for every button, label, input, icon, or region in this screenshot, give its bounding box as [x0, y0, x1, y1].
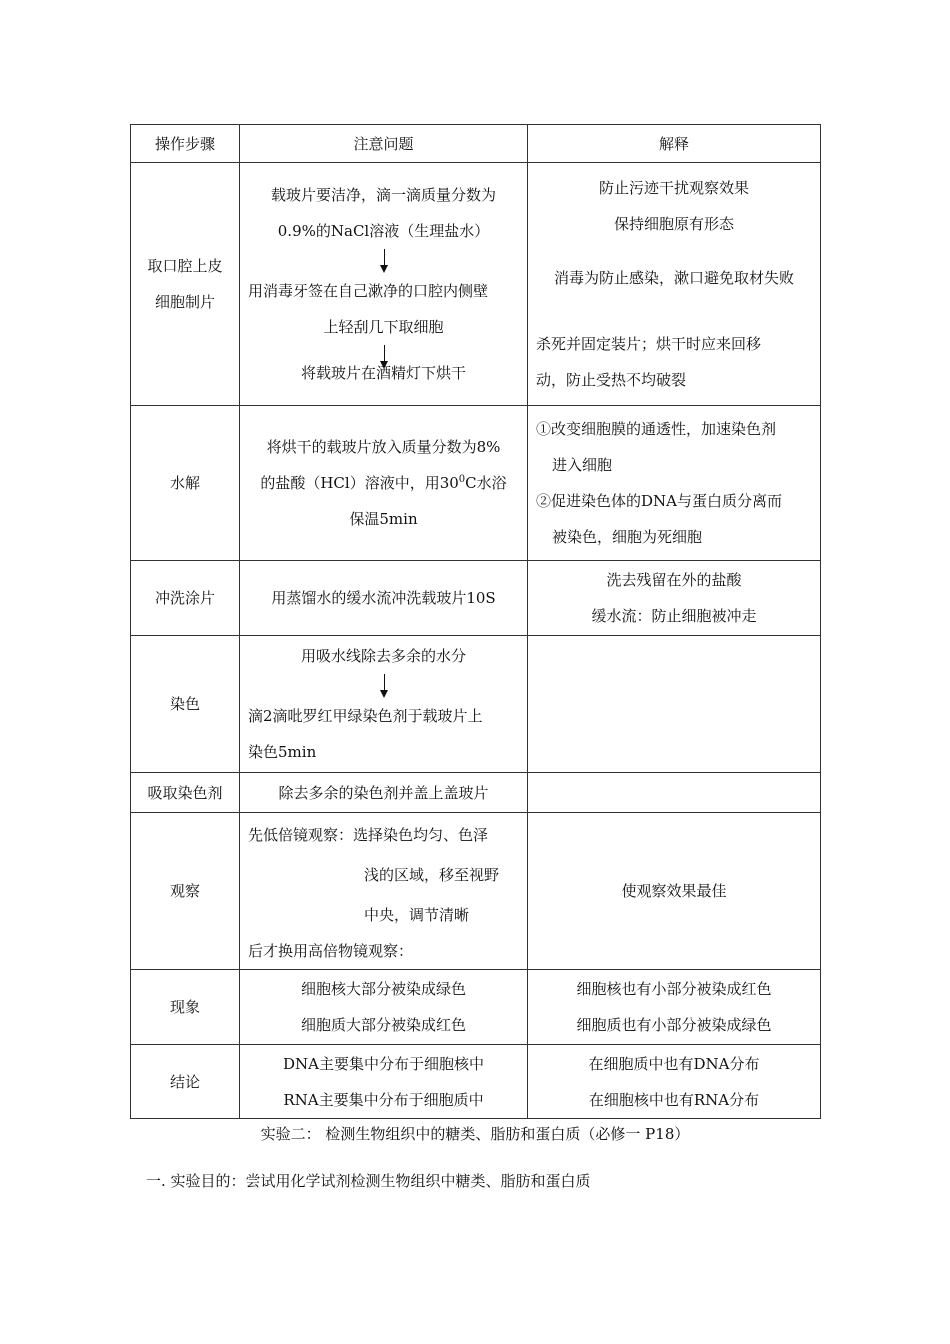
table-row — [131, 813, 821, 970]
notes-cell — [240, 1045, 528, 1119]
explain-text: 保持细胞原有形态 — [613, 215, 734, 233]
note-text: 将载玻片在酒精灯下烘干 — [300, 364, 466, 382]
explain-cell — [528, 970, 821, 1045]
down-arrow-icon — [240, 249, 527, 273]
experiment-table — [130, 124, 821, 1119]
step-text: 细胞制片 — [154, 293, 215, 311]
note-text: 用消毒牙签在自己漱净的口腔内侧壁 — [248, 282, 489, 300]
explain-cell — [528, 406, 821, 561]
note-text: 用吸水线除去多余的水分 — [300, 647, 466, 665]
note-text: 染色5min — [248, 743, 317, 761]
step-cell: 冲洗涂片 — [131, 561, 240, 636]
table-row — [131, 1045, 821, 1119]
section-heading: 一. 实验目的：尝试用化学试剂检测生物组织中糖类、脂肪和蛋白质 — [146, 1172, 591, 1190]
step-cell: 染色 — [131, 636, 240, 773]
explain-cell — [528, 163, 821, 406]
table-row — [131, 636, 821, 773]
note-fragment: C水浴 — [465, 474, 507, 492]
explain-text: 缓水流：防止细胞被冲走 — [591, 607, 757, 625]
explain-text: 在细胞质中也有DNA分布 — [588, 1054, 760, 1073]
step-cell: 水解 — [131, 406, 240, 561]
step-cell: 现象 — [131, 970, 240, 1045]
notes-cell — [240, 636, 528, 773]
notes-cell — [240, 163, 528, 406]
table-row — [131, 561, 821, 636]
note-text: 上轻刮几下取细胞 — [323, 318, 444, 336]
step-cell — [131, 163, 240, 406]
explain-text: ②促进染色体的DNA与蛋白质分离而 — [536, 492, 782, 510]
notes-cell — [240, 970, 528, 1045]
note-text: DNA主要集中分布于细胞核中 — [283, 1054, 484, 1073]
note-text: RNA主要集中分布于细胞质中 — [283, 1090, 484, 1109]
explain-text: 杀死并固定装片；烘干时应来回移 — [536, 335, 762, 353]
table-header-row — [131, 125, 821, 163]
explain-text: 防止污迹干扰观察效果 — [598, 179, 749, 197]
notes-cell: 用蒸馏水的缓水流冲洗载玻片10S — [240, 561, 528, 636]
explain-text: 细胞核也有小部分被染成红色 — [576, 980, 772, 998]
explain-text: 细胞质也有小部分被染成绿色 — [576, 1016, 772, 1034]
explain-cell — [528, 773, 821, 813]
note-text: 将烘干的载玻片放入质量分数为8% — [266, 438, 501, 456]
down-arrow-icon — [240, 674, 527, 698]
note-text: 滴2滴吡罗红甲绿染色剂于载玻片上 — [248, 707, 483, 725]
note-text: 0.9%的NaCl溶液（生理盐水） — [277, 222, 490, 240]
note-text: 载玻片要洁净，滴一滴质量分数为 — [270, 186, 496, 204]
explain-text: 消毒为防止感染，漱口避免取材失败 — [553, 269, 794, 287]
header-step: 操作步骤 — [131, 125, 240, 163]
step-cell: 结论 — [131, 1045, 240, 1119]
table-row — [131, 406, 821, 561]
down-arrow-icon — [240, 345, 527, 355]
experiment-two-title: 实验二： 检测生物组织中的糖类、脂肪和蛋白质（必修一 P18） — [260, 1125, 690, 1143]
notes-cell — [240, 406, 528, 561]
note-text: 后才换用高倍物镜观察： — [248, 942, 414, 960]
explain-cell: 使观察效果最佳 — [528, 813, 821, 970]
explain-cell — [528, 1045, 821, 1119]
explain-text: 洗去残留在外的盐酸 — [606, 571, 742, 589]
note-text: 浅的区域，移至视野 — [364, 866, 500, 884]
note-text: 先低倍镜观察：选择染色均匀、色泽 — [248, 826, 489, 844]
explain-text: 在细胞核中也有RNA分布 — [588, 1090, 760, 1109]
explain-text: ①改变细胞膜的通透性，加速染色剂 — [536, 420, 777, 438]
note-fragment: 的盐酸（HCl）溶液中，用30 — [260, 474, 459, 492]
step-text: 取口腔上皮 — [147, 257, 223, 275]
table-row — [131, 970, 821, 1045]
note-text: 中央，调节清晰 — [364, 906, 470, 924]
explain-cell — [528, 561, 821, 636]
notes-cell — [240, 813, 528, 970]
note-text: 细胞质大部分被染成红色 — [300, 1016, 466, 1034]
explain-text: 进入细胞 — [552, 456, 613, 474]
explain-cell — [528, 636, 821, 773]
superscript: 0 — [458, 474, 466, 485]
table-row — [131, 773, 821, 813]
header-notes: 注意问题 — [240, 125, 528, 163]
note-text — [240, 465, 527, 501]
table-row — [131, 163, 821, 406]
notes-cell: 除去多余的染色剂并盖上盖玻片 — [240, 773, 528, 813]
step-cell: 观察 — [131, 813, 240, 970]
note-text: 保温5min — [349, 510, 418, 528]
explain-text: 动，防止受热不均破裂 — [536, 371, 687, 389]
explain-text: 被染色，细胞为死细胞 — [552, 528, 703, 546]
note-text: 细胞核大部分被染成绿色 — [300, 980, 466, 998]
header-explain: 解释 — [528, 125, 821, 163]
step-cell: 吸取染色剂 — [131, 773, 240, 813]
